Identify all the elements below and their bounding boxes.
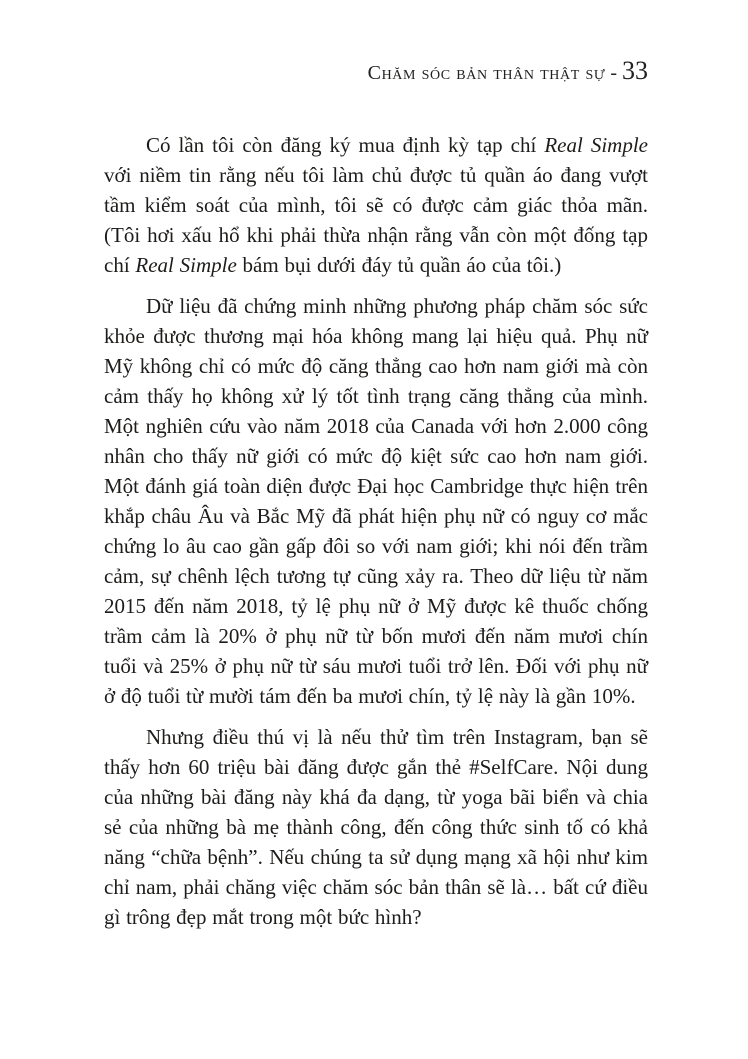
page-body xyxy=(104,130,648,932)
italic-text-run: Real Simple xyxy=(135,253,237,277)
running-title: Chăm sóc bản thân thật sự xyxy=(367,62,606,84)
paragraph xyxy=(104,291,648,711)
running-header xyxy=(104,56,648,86)
italic-text-run: Real Simple xyxy=(544,133,649,157)
text-run: bám bụi dưới đáy tủ quần áo của tôi.) xyxy=(236,253,562,277)
text-run: Có lần tôi còn đăng ký mua định kỳ tạp chí xyxy=(146,133,545,157)
page-number: 33 xyxy=(622,56,648,85)
text-run: Nhưng điều thú vị là nếu thử tìm trên Instagram, bạn sẽ thấy hơn 60 triệu bài đăng được gắn thẻ #SelfCare. Nội dung của những bài đăng này khá đa dạng, từ yoga bãi biển và chia sẻ của những bà mẹ thành công, đến công thức sinh tố có khả năng “chữa bệnh”. Nếu chúng ta sử dụng mạng xã hội như kim chỉ nam, phải chăng việc chăm sóc bản thân sẽ là… bất cứ điều gì trông đẹp mắt trong một bức hình? xyxy=(104,725,648,929)
paragraph xyxy=(104,130,648,280)
paragraph xyxy=(104,722,648,932)
header-separator: - xyxy=(605,62,622,84)
text-run: Dữ liệu đã chứng minh những phương pháp chăm sóc sức khỏe được thương mại hóa không mang lại hiệu quả. Phụ nữ Mỹ không chỉ có mức độ căng thẳng cao hơn nam giới mà còn cảm thấy họ không xử lý tốt tình trạng căng thẳng của mình. Một nghiên cứu vào năm 2018 của Canada với hơn 2.000 công nhân cho thấy nữ giới có mức độ kiệt sức cao hơn nam giới. Một đánh giá toàn diện được Đại học Cambridge thực hiện trên khắp châu Âu và Bắc Mỹ đã phát hiện phụ nữ có nguy cơ mắc chứng lo âu cao gần gấp đôi so với nam giới; khi nói đến trầm cảm, sự chênh lệch tương tự cũng xảy ra. Theo dữ liệu từ năm 2015 đến năm 2018, tỷ lệ phụ nữ ở Mỹ được kê thuốc chống trầm cảm là 20% ở phụ nữ từ bốn mươi đến năm mươi chín tuổi và 25% ở phụ nữ từ sáu mươi tuổi trở lên. Đối với phụ nữ ở độ tuổi từ mười tám đến ba mươi chín, tỷ lệ này là gần 10%. xyxy=(104,294,648,708)
text-run: với niềm tin rằng nếu tôi làm chủ được tủ quần áo đang vượt tầm kiểm soát của mình, tôi sẽ có được cảm giác thỏa mãn. (Tôi hơi xấu hổ khi phải thừa nhận rằng vẫn còn một đống tạp chí xyxy=(104,163,648,277)
